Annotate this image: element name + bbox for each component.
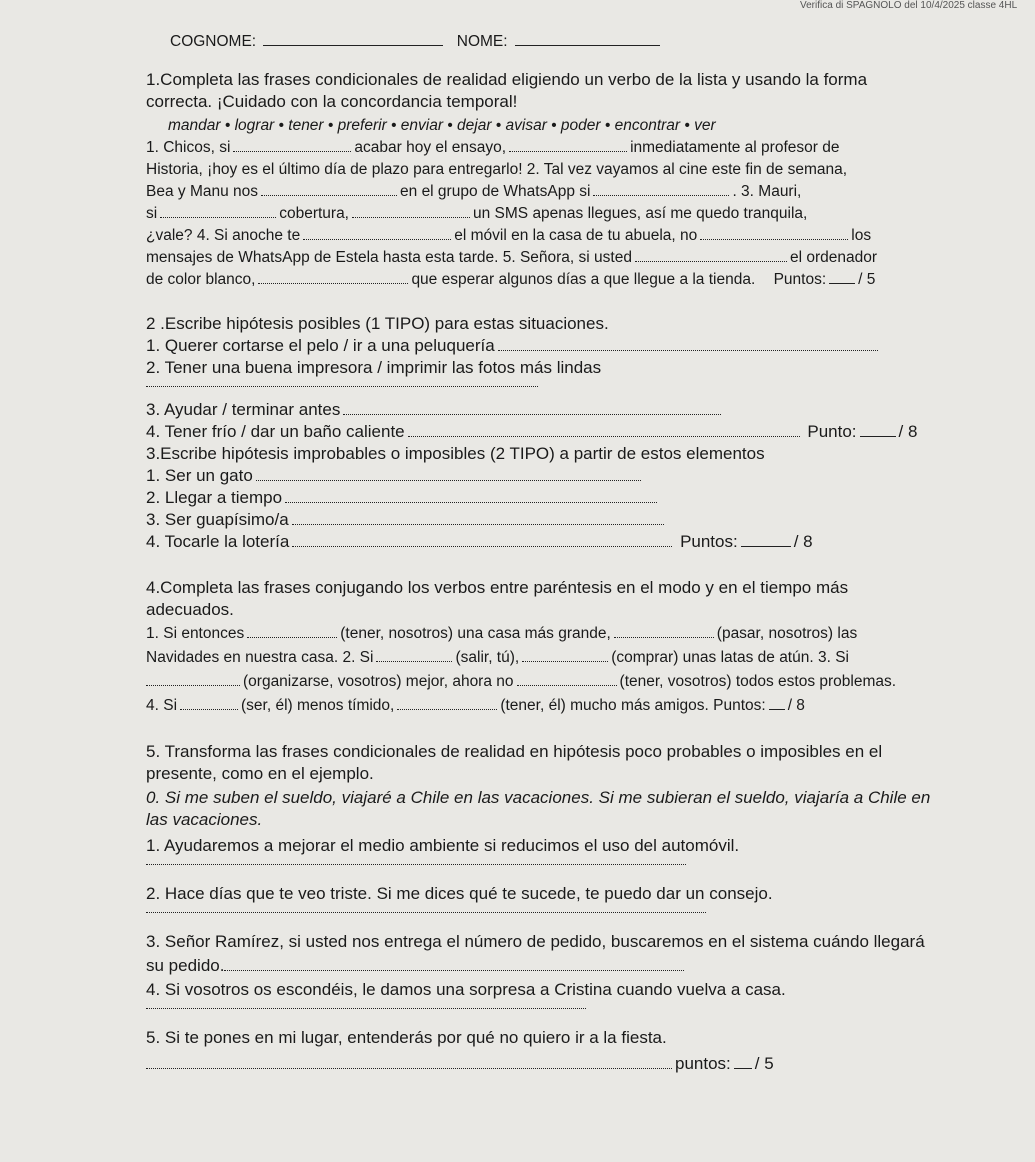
nome-field[interactable] [515,33,660,46]
ex4-blank-8[interactable] [397,697,497,710]
ex4-blank-7[interactable] [180,697,238,710]
ex2-answer-4[interactable] [408,424,800,437]
ex4-line2: Navidades en nuestra casa. 2. Si (salir, tú), (comprar) unas latas de atún. 3. Si [146,649,849,666]
ex1-blank-1[interactable] [233,139,351,152]
ex5-sentence-4: 4. Si vosotros os escondéis, le damos una sorpresa a Cristina cuando vuelva a casa. [146,980,786,999]
ex1-blank-6[interactable] [352,205,470,218]
ex5-example-line1: 0. Si me suben el sueldo, viajaré a Chile en las vacaciones. Si me subieran el sueldo, viajaría a Chile en [146,788,931,807]
ex2-answer-2[interactable] [146,386,538,387]
ex2-points-field[interactable] [860,424,896,437]
ex3-points-label: Puntos: [680,532,738,551]
ex1-line2: Historia, ¡hoy es el último día de plazo para entregarlo! 2. Tal vez vayamos al cine este fin de semana, [146,161,848,178]
ex5-points-label: puntos: [675,1054,731,1073]
ex5-example-line2: las vacaciones. [146,810,263,829]
ex2-item-1: 1. Querer cortarse el pelo / ir a una peluquería [146,336,881,356]
ex1-blank-9[interactable] [635,249,787,262]
header-strip: Verifica di SPAGNOLO del 10/4/2025 classe 4HL [800,0,1018,11]
cognome-field[interactable] [263,33,443,46]
ex1-line6: mensajes de WhatsApp de Estela hasta esta tarde. 5. Señora, si usted el ordenador [146,249,877,266]
ex2-item-2: 2. Tener una buena impresora / imprimir las fotos más lindas [146,358,602,377]
ex5-title-line1: 5. Transforma las frases condicionales de realidad en hipótesis poco probables o imposibles en el [146,742,883,761]
ex5-answer-1[interactable] [146,864,686,865]
ex1-blank-4[interactable] [593,183,729,196]
ex3-answer-3[interactable] [292,512,664,525]
ex5-sentence-3-line2: su pedido. [146,956,687,976]
ex1-line7: de color blanco, que esperar algunos días a que llegue a la tienda. Puntos: / 5 [146,271,876,288]
ex1-line4: si cobertura, un SMS apenas llegues, así me quedo tranquila, [146,205,808,222]
ex1-blank-2[interactable] [509,139,627,152]
ex3-answer-2[interactable] [285,490,657,503]
ex4-line3: (organizarse, vosotros) mejor, ahora no (tener, vosotros) todos estos problemas. [146,672,896,692]
ex3-item-1: 1. Ser un gato [146,466,644,486]
ex4-title-line1: 4.Completa las frases conjugando los verbos entre paréntesis en el modo y en el tiempo más [146,578,849,597]
ex4-points-total: / 8 [787,697,805,714]
ex1-blank-5[interactable] [160,205,276,218]
ex2-answer-3[interactable] [343,402,721,415]
ex5-sentence-1: 1. Ayudaremos a mejorar el medio ambiente si reducimos el uso del automóvil. [146,836,740,855]
ex2-points-total: / 8 [898,422,918,441]
ex1-points-label: Puntos: [773,271,827,288]
ex1-blank-7[interactable] [303,227,451,240]
ex5-answer-5[interactable] [146,1056,672,1069]
ex3-points-total: / 8 [793,532,813,551]
nome-label: NOME: [456,33,508,50]
ex1-blank-3[interactable] [261,183,397,196]
ex3-answer-4[interactable] [292,534,672,547]
ex4-blank-6[interactable] [517,673,617,686]
ex4-blank-5[interactable] [146,673,240,686]
ex2-answer-1[interactable] [498,338,878,351]
ex2-item-4: 4. Tener frío / dar un baño caliente Punto: / 8 [146,422,918,441]
ex5-answer-4[interactable] [146,1008,586,1009]
ex5-sentence-5: 5. Si te pones en mi lugar, entenderás por qué no quiero ir a la fiesta. [146,1028,667,1047]
ex1-points-total: / 5 [858,271,876,288]
ex2-points-label: Punto: [807,422,857,441]
ex1-line1: 1. Chicos, si acabar hoy el ensayo, inmediatamente al profesor de [146,139,840,156]
ex3-item-3: 3. Ser guapísimo/a [146,510,667,530]
ex3-answer-1[interactable] [256,468,641,481]
ex5-sentence-2: 2. Hace días que te veo triste. Si me dices qué te sucede, te puedo dar un consejo. [146,884,773,903]
ex5-answer-3[interactable] [224,958,684,971]
ex3-title: 3.Escribe hipótesis improbables o imposibles (2 TIPO) a partir de estos elementos [146,444,765,463]
ex4-blank-1[interactable] [247,625,337,638]
ex5-points-total: / 5 [754,1054,774,1073]
ex1-line5: ¿vale? 4. Si anoche te el móvil en la casa de tu abuela, no los [146,227,872,244]
ex3-item-4: 4. Tocarle la lotería Puntos: / 8 [146,532,813,551]
ex5-title-line2: presente, como en el ejemplo. [146,764,374,783]
ex1-title-line1: 1.Completa las frases condicionales de realidad eligiendo un verbo de la lista y usando la forma [146,70,868,89]
ex4-blank-4[interactable] [522,649,608,662]
ex5-answer-2[interactable] [146,912,706,913]
ex1-line3: Bea y Manu nos en el grupo de WhatsApp si . 3. Mauri, [146,183,802,200]
ex5-sentence-3-line1: 3. Señor Ramírez, si usted nos entrega el número de pedido, buscaremos en el sistema cuándo llegará [146,932,925,951]
cognome-label: COGNOME: [170,33,257,50]
ex4-line1: 1. Si entonces (tener, nosotros) una casa más grande, (pasar, nosotros) las [146,625,858,642]
ex3-points-field[interactable] [741,534,791,547]
ex2-title: 2 .Escribe hipótesis posibles (1 TIPO) para estas situaciones. [146,314,609,333]
ex5-answer-5-line [146,1054,774,1074]
ex4-title-line2: adecuados. [146,600,234,619]
name-header [170,32,663,52]
ex4-line4: 4. Si (ser, él) menos tímido, (tener, él) mucho más amigos. Puntos: / 8 [146,697,805,714]
ex1-points-field[interactable] [829,271,855,284]
ex4-blank-2[interactable] [614,625,714,638]
ex4-blank-3[interactable] [376,649,452,662]
ex5-points-field[interactable] [734,1056,752,1069]
ex1-title-line2: correcta. ¡Cuidado con la concordancia temporal! [146,92,518,111]
ex1-verb-list: mandar • lograr • tener • preferir • enviar • dejar • avisar • poder • encontrar • ver [168,117,716,134]
ex4-points-field[interactable] [769,697,785,710]
ex1-blank-10[interactable] [258,271,408,284]
ex2-item-3: 3. Ayudar / terminar antes [146,400,724,420]
ex3-item-2: 2. Llegar a tiempo [146,488,660,508]
ex1-blank-8[interactable] [700,227,848,240]
